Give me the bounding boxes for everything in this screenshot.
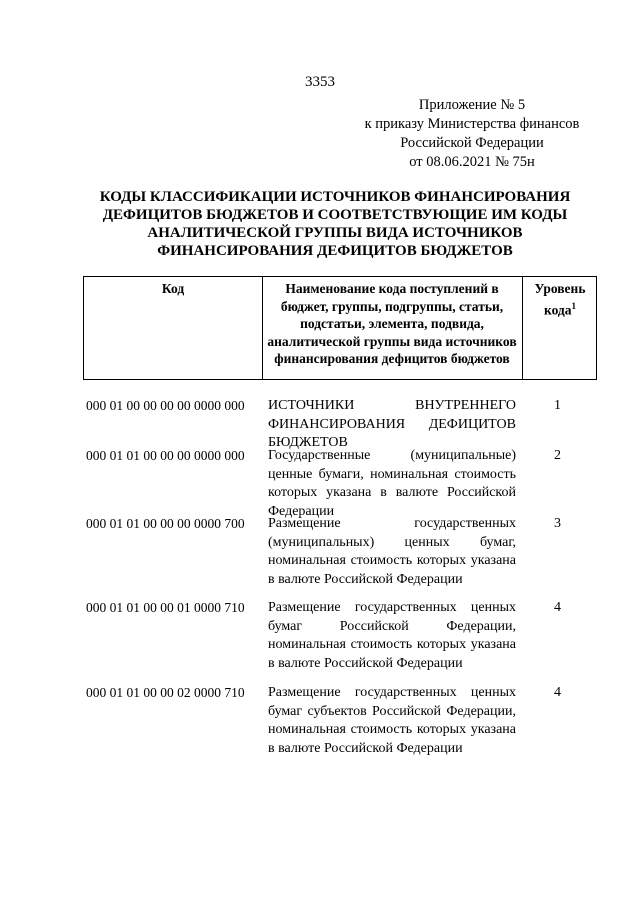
appendix-date: от 08.06.2021 № 75н [409, 154, 535, 170]
appendix-block [352, 96, 592, 172]
title-line: ФИНАНСИРОВАНИЯ ДЕФИЦИТОВ БЮДЖЕТОВ [157, 243, 513, 259]
row-name: Размещение государственных (муниципальных) ценных бумаг, номинальная стоимость которых указана в валюте Российской Федерации [268, 516, 516, 587]
row-code: 000 01 01 00 00 00 0000 000 [86, 448, 245, 463]
document-title [95, 188, 575, 260]
appendix-order-ref: к приказу Министерства финансов [364, 116, 580, 132]
row-level: 4 [554, 685, 561, 700]
row-code: 000 01 01 00 00 01 0000 710 [86, 600, 245, 615]
title-line: АНАЛИТИЧЕСКОЙ ГРУППЫ ВИДА ИСТОЧНИКОВ [147, 225, 523, 241]
column-divider [522, 277, 523, 379]
row-level: 1 [554, 398, 561, 413]
row-code: 000 01 00 00 00 00 0000 000 [86, 398, 245, 413]
row-level: 4 [554, 600, 561, 615]
row-name: Размещение государственных ценных бумаг субъектов Российской Федерации, номинальная стоимость которых указана в валюте Российской Федерации [268, 685, 516, 756]
header-level-footnote: 1 [571, 300, 577, 311]
page-number: 3353 [305, 74, 335, 90]
row-code: 000 01 01 00 00 02 0000 710 [86, 685, 245, 700]
column-divider [262, 277, 263, 379]
row-level: 2 [554, 448, 561, 463]
appendix-country: Российской Федерации [400, 135, 544, 151]
row-name: Размещение государственных ценных бумаг Российской Федерации, номинальная стоимость которых указана в валюте Российской Федерации [268, 600, 516, 671]
header-level-label: Уровень кода [534, 281, 586, 317]
title-line: ДЕФИЦИТОВ БЮДЖЕТОВ И СООТВЕТСТВУЮЩИЕ ИМ КОДЫ [102, 207, 568, 223]
header-code: Код [161, 281, 185, 296]
header-name: Наименование кода поступлений в бюджет, группы, подгруппы, статьи, подстатьи, элемента, подвида, аналитической группы вида источников финансирования дефицитов бюджетов [267, 281, 517, 366]
row-code: 000 01 01 00 00 00 0000 700 [86, 516, 245, 531]
header-level [525, 280, 595, 319]
appendix-number: Приложение № 5 [418, 97, 526, 113]
row-name: ИСТОЧНИКИ ВНУТРЕННЕГО ФИНАНСИРОВАНИЯ ДЕФИЦИТОВ БЮДЖЕТОВ [268, 398, 516, 450]
row-name: Государственные (муниципальные) ценные бумаги, номинальная стоимость которых указана в валюте Российской Федерации [268, 448, 516, 519]
title-line: КОДЫ КЛАССИФИКАЦИИ ИСТОЧНИКОВ ФИНАНСИРОВАНИЯ [99, 189, 571, 205]
table-header [83, 276, 597, 380]
row-level: 3 [554, 516, 561, 531]
